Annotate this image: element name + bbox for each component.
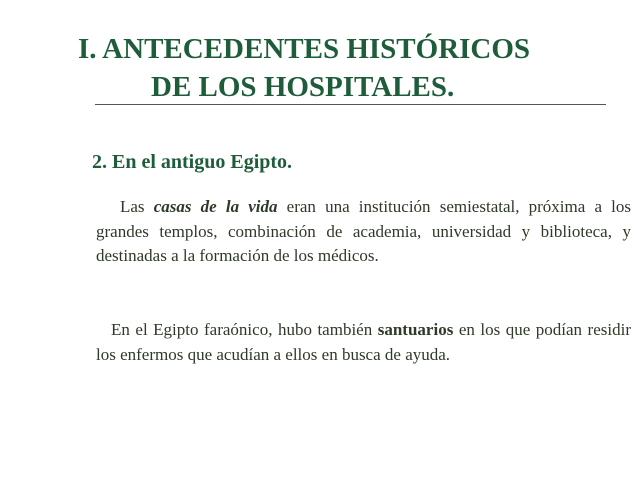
paragraph-casas-de-la-vida bbox=[96, 195, 631, 269]
paragraph-1-text-start: Las bbox=[120, 197, 154, 216]
paragraph-santuarios bbox=[96, 318, 631, 367]
page-title bbox=[0, 30, 638, 106]
paragraph-1-emphasis: casas de la vida bbox=[153, 197, 278, 216]
paragraph-1-text-end: eran una institución semiestatal, próxima a los grandes templos, combinación de academia, universidad y biblioteca, y destinadas a la formación de los médicos. bbox=[96, 197, 631, 265]
paragraph-2-text-end: en los que podían residir los enfermos que acudían a ellos en busca de ayuda. bbox=[96, 320, 631, 364]
paragraph-2-emphasis: santuarios bbox=[377, 320, 454, 339]
title-divider bbox=[95, 104, 606, 105]
paragraph-2-text-start: En el Egipto faraónico, hubo también bbox=[111, 320, 378, 339]
section-subtitle: 2. En el antiguo Egipto. bbox=[92, 151, 293, 173]
title-line-1: I. ANTECEDENTES HISTÓRICOS bbox=[78, 33, 531, 65]
title-line-2: DE LOS HOSPITALES. bbox=[151, 71, 455, 103]
